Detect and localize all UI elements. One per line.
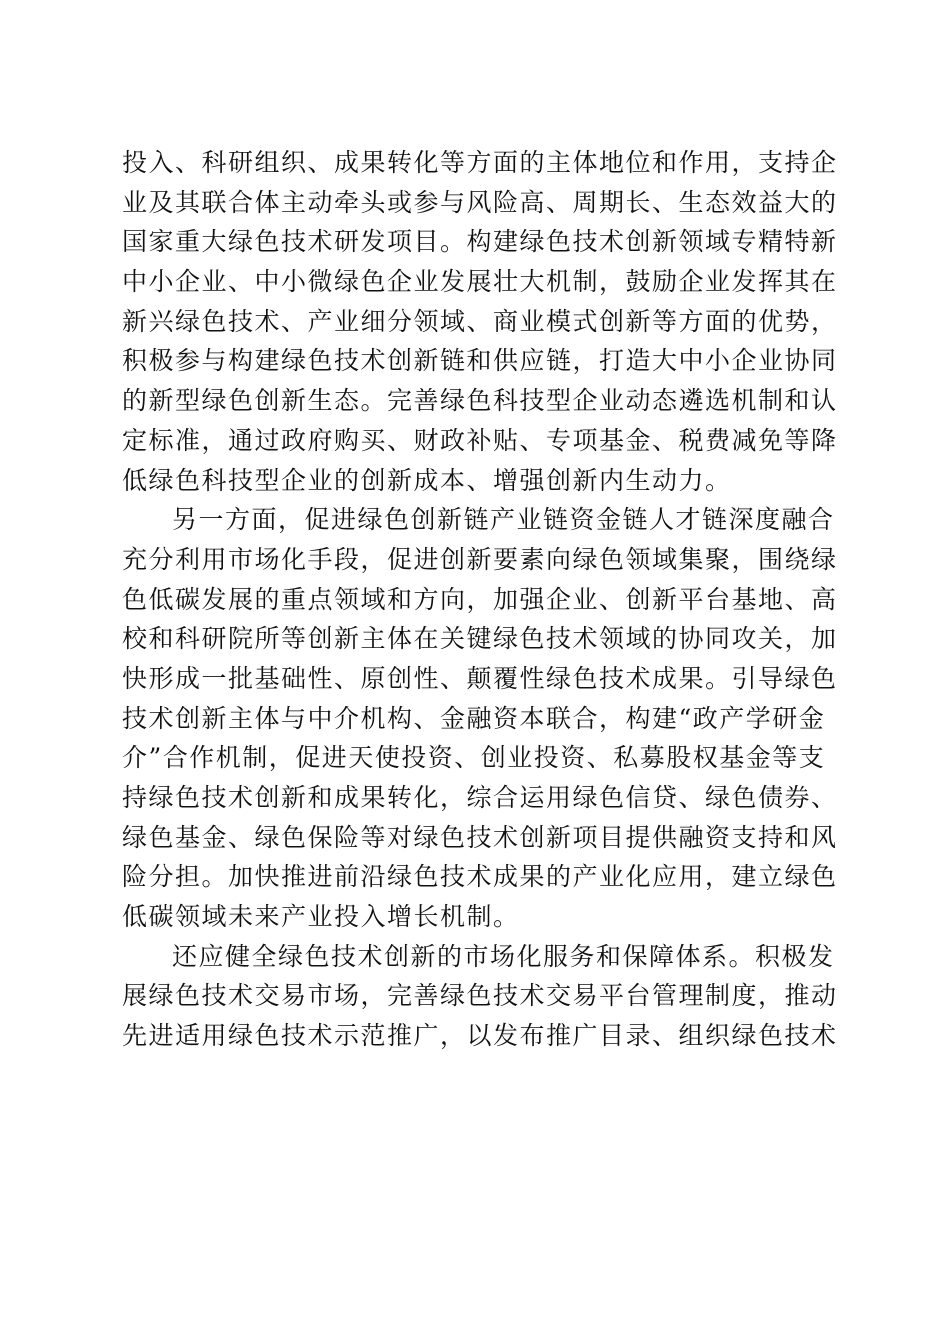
text-line: 技术创新主体与中介机构、金融资本联合，构建“政产学研金 — [122, 703, 826, 733]
text-line: 快形成一批基础性、原创性、颠覆性绿色技术成果。引导绿色 — [122, 663, 838, 693]
text-line: 业及其联合体主动牵头或参与风险高、周期长、生态效益大的 — [122, 187, 838, 217]
text-line: 的新型绿色创新生态。完善绿色科技型企业动态遴选机制和认 — [122, 386, 838, 416]
text-line: 展绿色技术交易市场，完善绿色技术交易平台管理制度，推动 — [122, 981, 838, 1011]
paragraph-start-line: 另一方面，促进绿色创新链产业链资金链人才链深度融合 — [172, 505, 835, 535]
text-line: 险分担。加快推进前沿绿色技术成果的产业化应用，建立绿色 — [122, 862, 838, 892]
text-line: 色低碳发展的重点领域和方向，加强企业、创新平台基地、高 — [122, 584, 838, 614]
text-line: 充分利用市场化手段，促进创新要素向绿色领域集聚，围绕绿 — [122, 544, 838, 574]
text-line: 绿色基金、绿色保险等对绿色技术创新项目提供融资支持和风 — [122, 822, 838, 852]
body-text — [122, 143, 842, 1056]
text-line: 投入、科研组织、成果转化等方面的主体地位和作用，支持企 — [122, 148, 838, 177]
text-line: 先进适用绿色技术示范推广，以发布推广目录、组织绿色技术 — [122, 1021, 838, 1051]
text-line: 积极参与构建绿色技术创新链和供应链，打造大中小企业协同 — [122, 346, 838, 376]
text-line: 新兴绿色技术、产业细分领域、商业模式创新等方面的优势， — [122, 306, 838, 336]
text-line: 国家重大绿色技术研发项目。构建绿色技术创新领域专精特新 — [122, 227, 838, 257]
text-line: 校和科研院所等创新主体在关键绿色技术领域的协同攻关，加 — [122, 624, 838, 654]
text-line: 低绿色科技型企业的创新成本、增强创新内生动力。 — [122, 465, 732, 495]
text-line: 中小企业、中小微绿色企业发展壮大机制，鼓励企业发挥其在 — [122, 267, 838, 297]
text-line: 定标准，通过政府购买、财政补贴、专项基金、税费减免等降 — [122, 425, 838, 455]
text-line: 持绿色技术创新和成果转化，综合运用绿色信贷、绿色债券、 — [122, 783, 838, 812]
paragraph-start-line: 还应健全绿色技术创新的市场化服务和保障体系。积极发 — [172, 941, 835, 971]
text-line: 介”合作机制，促进天使投资、创业投资、私募股权基金等支 — [122, 743, 826, 773]
text-line: 低碳领域未来产业投入增长机制。 — [122, 902, 520, 932]
